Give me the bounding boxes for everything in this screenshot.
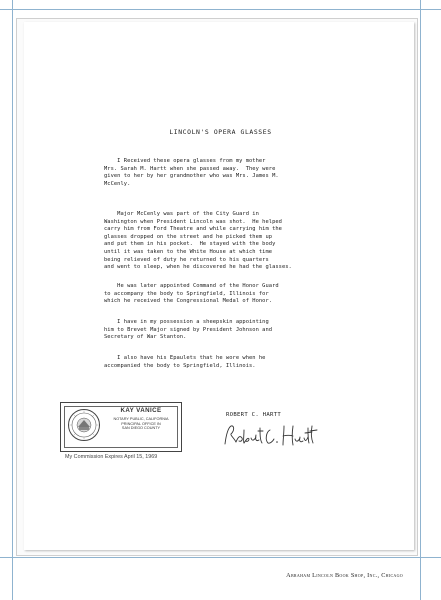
notary-line-1: NOTARY PUBLIC, CALIFORNIA [113, 417, 169, 421]
paragraph-5: I also have his Epaulets that he wore when he accompanied the body to Springfield, Illinois. [104, 355, 266, 369]
notary-stamp [60, 402, 182, 452]
frame-line-top [0, 9, 441, 10]
paragraph-4: I have in my possession a sheepskin appointing him to Brevet Major signed by President Johnson and Secretary of War Stanton. [104, 319, 273, 341]
handwritten-signature [222, 420, 318, 452]
shop-credit: Abraham Lincoln Book Shop, Inc., Chicago [286, 572, 403, 579]
signer-name: ROBERT C. HARTT [226, 412, 282, 418]
notary-line-2: PRINCIPAL OFFICE IN [121, 421, 161, 426]
frame-line-left [12, 0, 13, 600]
notary-stamp-text [105, 407, 177, 431]
document-title: LINCOLN'S OPERA GLASSES [169, 128, 272, 136]
notary-line-3: SAN DIEGO COUNTY [121, 426, 161, 431]
frame-line-right [420, 0, 421, 600]
paragraph-1: I Received these opera glasses from my mother Mrs. Sarah M. Hartt when she passed away. They were given to her by her grandmother who was Mrs. James M. McCenly. [104, 158, 279, 187]
notary-seal-icon [67, 408, 101, 442]
paragraph-2: Major McCenly was part of the City Guard in Washington when President Lincoln was shot. He helped carry him from Ford Theatre and while carrying him the glasses dropped on the street and he picked them up and put them in his pocket. He stayed with the body until it was taken to the White House at which time being relieved of duty he returned to his quarters and went to sleep, when he discovered he had the glasses. [104, 211, 292, 271]
notary-name: KAY VANICE [120, 407, 162, 414]
frame-line-bottom [0, 557, 441, 558]
paragraph-3: He was later appointed Command of the Honor Guard to accompany the body to Springfield, Illinois for which he received the Congressional Medal of Honor. [104, 283, 279, 305]
notary-commission: My Commission Expires April 15, 1969 [65, 454, 158, 460]
